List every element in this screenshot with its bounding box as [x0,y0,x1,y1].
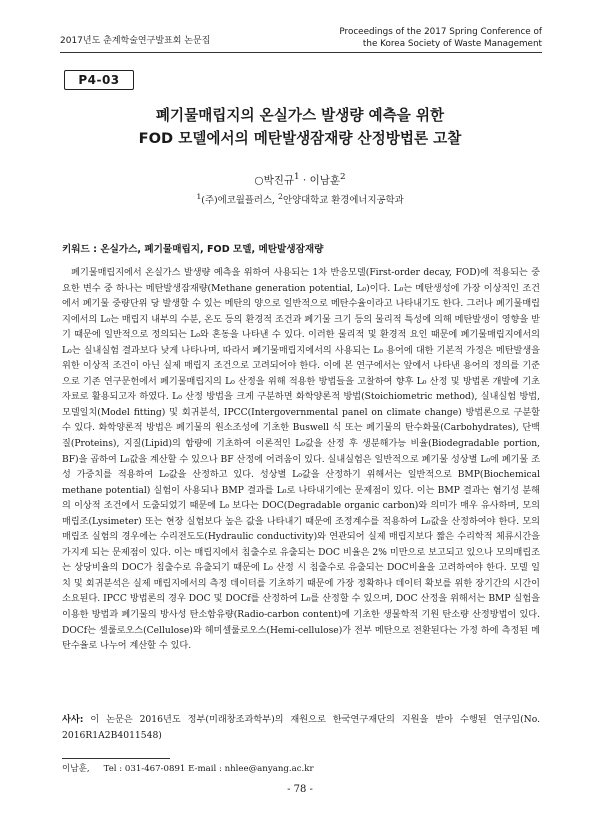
footnote-tel-label: Tel : [103,764,123,774]
page-number: - 78 - [287,784,313,795]
header-divider [60,52,542,53]
footnote-tel: 031-467-0891 [124,764,186,774]
presenter-mark: ○ [254,174,264,187]
acknowledgment [62,712,540,743]
corresponding-author-footnote [62,762,314,774]
paper-title-line1: 폐기물매립지의 온실가스 발생량 예측을 위한 [155,107,445,124]
acknowledgment-text: 이 논문은 2016년도 정부(미래창조과학부)의 재원으로 한국연구재단의 지원을 받아 수행된 연구임(No. 2016R1A2B4011548) [62,714,540,741]
paper-title [40,104,560,151]
footnote-name: 이남훈, [62,764,90,774]
author-affil-mark: 1 [294,172,300,182]
footnote-email: nhlee@anyang.ac.kr [224,764,314,774]
author-affil-mark: 2 [340,172,346,182]
footnote-divider [62,758,170,759]
affil-mark: 2 [277,192,283,201]
running-header-right [339,27,542,50]
author-name: 이남훈 [309,174,341,187]
paper-title-line2: FOD 모델에서의 메탄발생잠재량 산정방법론 고찰 [138,130,462,148]
running-header-left: 2017년도 춘계학술연구발표회 논문집 [60,36,211,46]
author-name: 박진규 [263,174,294,187]
author-separator: · [299,174,310,187]
footnote-email-label: E-mail : [188,764,222,774]
keywords-separator: : [89,244,101,255]
acknowledgment-label: 사사: [62,714,84,725]
affil-mark: 1 [196,192,202,201]
affil-org: (주)에코월플러스, [201,195,278,207]
keywords-label: 키워드 [62,244,90,255]
running-header-right-line1: Proceedings of the 2017 Spring Conference of [339,27,542,37]
affiliations [0,192,600,206]
author-list [0,172,600,188]
paper-code-badge: P4-03 [64,70,134,90]
abstract-body: 폐기물매립지에서 온실가스 발생량 예측을 위하여 사용되는 1차 반응모델(First-order decay, FOD)에 적용되는 중요한 변수 중 하나는 메탄발생잠재량(Methane generation potential, L₀)이다. L₀는 메탄생성에 가장 이상적인 조건에서 폐기물 중량단위 당 발생할 수 있는 메탄의 양으로 일반적으로 메탄수율이라고 나타내기도 한다. 그러나 폐기물매립지에서의 L₀는 매립지 내부의 수분, 온도 등의 환경적 조건과 폐기물 크기 등의 물리적 특성에 의해 메탄발생이 영향을 받기 때문에 일반적으로 정의되는 L₀와 혼동을 나타낸 수 있다. 이러한 물리적 및 환경적 요인 때문에 폐기물매립지에서의 L₀는 실내실험 결과보다 낮게 나타나며, 따라서 폐기물매립지에서의 사용되는 L₀ 용어에 대한 기본적 가정은 메탄발생을 위한 이상적 조건이 아닌 실제 매립지 조건으로 고려되어야 한다. 이에 본 연구에서는 앞에서 나타낸 용어의 정의를 기준으로 기존 연구문헌에서 폐기물매립지의 L₀ 산정을 위해 적용한 방법들을 고찰하여 향후 L₀ 산정 및 방법론 개발에 기초자료로 활용되고자 하였다. L₀ 산정 방법을 크게 구분하면 화학양론적 방법(Stoichiometric method), 실내실험 방법, 모델일치(Model fitting) 및 회귀분석, IPCC(Intergovernmental panel on climate change) 방법론으로 구분할 수 있다. 화학양론적 방법은 폐기물의 원소조성에 기초한 Buswell 식 또는 폐기물의 탄수화물(Carbohydrates), 단백질(Proteins), 지질(Lipid)의 함량에 기초하여 이론적인 L₀값을 산정 후 생분해가능 비율(Biodegradable portion, BF)을 곱하여 L₀값을 계산할 수 있으나 BF 산정에 어려움이 있다. 실내실험은 일반적으로 폐기물 성상별 L₀에 폐기물 조성 가중치를 적용하여 L₀값을 산정하고 있다. 성상별 L₀값을 산정하기 위해서는 일반적으로 BMP(Biochemical methane potential) 실험이 사용되나 BMP 결과를 L₀로 나타내기에는 문제점이 있다. 이는 BMP 결과는 혐기성 분해의 이상적 조건에서 도출되었기 때문에 L₀ 보다는 DOC(Degradable organic carbon)와 의미가 매우 유사하며, 모의매립조(Lysimeter) 또는 현장 실험보다 높은 값을 나타내기 때문에 조정계수를 적용하여 L₀값을 산정하여야 한다. 모의매립조 실험의 경우에는 수리전도도(Hydraulic conductivity)와 연관되어 실제 매립지보다 짧은 수리학적 체류시간을 가지게 되는 문제점이 있다. 이는 매립지에서 침출수로 유출되는 DOC 비율은 2% 미만으로 보고되고 있으나 모의매립조는 상당비율의 DOC가 침출수로 유출되기 때문에 L₀ 산정 시 침출수로 유출되는 DOC비율을 고려하여야 한다. 모델 일치 및 회귀분석은 실제 매립지에서의 측정 데이터를 기초하기 때문에 가장 정확하나 데이터 확보를 위한 장기간의 시간이 소요된다. IPCC 방법론의 경우 DOC 및 DOCf를 산정하여 L₀를 산정할 수 있으며, DOC 산정을 위해서는 BMP 실험을 이용한 방법과 폐기물의 방사성 탄소함유량(Radio-carbon content)에 기초한 생물학적 기원 탄소량 산정방법이 있다. DOCf는 셀룰로오스(Cellulose)와 헤미셀룰로오스(Hemi-cellulose)가 전부 메탄으로 전환된다는 가정 하에 측정된 메탄수율로 나누어 계산할 수 있다. [62,268,540,652]
running-header-right-line2: the Korea Society of Waste Management [362,38,542,49]
keywords-text: 온실가스, 폐기물매립지, FOD 모델, 메탄발생잠재량 [100,244,324,255]
affil-org: 안양대학교 환경에너지공학과 [282,195,404,207]
keywords-line [62,241,323,255]
